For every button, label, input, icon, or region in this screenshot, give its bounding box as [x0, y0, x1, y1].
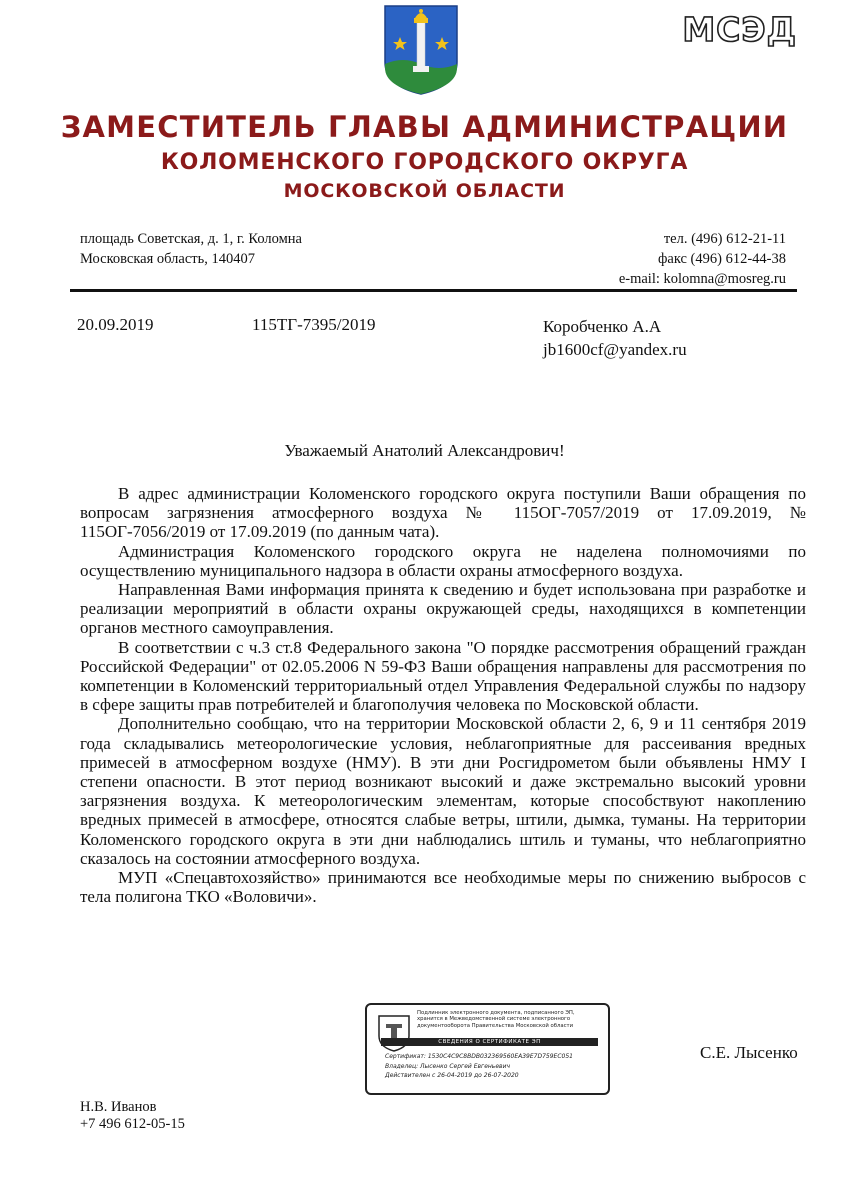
region-emblem-icon [377, 1014, 411, 1052]
email-address: e-mail: kolomna@mosreg.ru [618, 271, 786, 287]
greeting: Уважаемый Анатолий Александрович! [284, 441, 565, 460]
organization-title: ЗАМЕСТИТЕЛЬ ГЛАВЫ АДМИНИСТРАЦИИ [60, 110, 789, 144]
certificate-owner: Владелец: Лысенко Сергей Евгеньевич [385, 1062, 511, 1070]
certificate-heading: СВЕДЕНИЯ О СЕРТИФИКАТЕ ЭП [381, 1038, 598, 1046]
stamp-text-line: Подлинник электронного документа, подписанного ЭП, [417, 1010, 575, 1016]
header-divider [70, 289, 797, 292]
organization-subtitle-district: КОЛОМЕНСКОГО ГОРОДСКОГО ОКРУГА [160, 150, 689, 175]
postal-address [80, 229, 302, 269]
msed-stamp: МСЭД [682, 10, 797, 49]
recipient-name: Коробченко А.А [543, 317, 662, 336]
certificate-details [385, 1052, 607, 1081]
certificate-validity: Действителен с 26-04-2019 до 26-07-2020 [385, 1072, 519, 1079]
stamp-text-line: документооборота Правительства Московской области [417, 1022, 574, 1029]
address-line-street: площадь Советская, д. 1, г. Коломна [80, 231, 302, 247]
fax-number: факс (496) 612-44-38 [657, 251, 786, 267]
executor-name: Н.В. Иванов [80, 1099, 157, 1115]
executor-block [80, 1099, 185, 1133]
executor-phone: +7 496 612-05-15 [80, 1116, 185, 1132]
paragraph: В адрес администрации Коломенского городского округа поступили Ваши обращения по вопросам загрязнения атмосферного воздуха № 115ОГ-7057/2019 от 17.09.2019, № 115ОГ-7056/2019 от 17.09.2019 (по данным чата). [80, 484, 806, 542]
certificate-id: Сертификат: 1530C4C9C8BDB032369560EA39E7D759EC051 [385, 1053, 573, 1060]
paragraph: В соответствии с ч.3 ст.8 Федерального закона "О порядке рассмотрения обращений граждан Российской Федерации" от 02.05.2006 N 59-ФЗ Ваши обращения направлены для рассмотрения по компетенции в Коломенский территориальный отдел Управления Федеральной службы по надзору в сфере защиты прав потребителей и благополучия человека по Московской области. [80, 637, 806, 715]
phone-number: тел. (496) 612-21-11 [663, 231, 786, 247]
recipient-email: jb1600cf@yandex.ru [543, 340, 687, 359]
signer-name: С.Е. Лысенко [700, 1043, 798, 1062]
document-number: 115ТГ-7395/2019 [252, 315, 376, 334]
address-line-region: Московская область, 140407 [80, 251, 255, 267]
paragraph: Администрация Коломенского городского округа не наделена полномочиями по осуществлению муниципального надзора в области охраны атмосферного воздуха. [80, 541, 806, 580]
stamp-description [417, 1010, 607, 1029]
letter-body [80, 484, 806, 906]
contact-block [619, 229, 786, 289]
document-date: 20.09.2019 [77, 315, 154, 334]
electronic-signature-stamp [365, 1003, 610, 1095]
organization-subtitle-region: МОСКОВСКОЙ ОБЛАСТИ [283, 180, 566, 202]
coat-of-arms-icon [383, 4, 459, 96]
stamp-text-line: хранится в Межведомственной системе электронного [417, 1016, 571, 1023]
paragraph: МУП «Спецавтохозяйство» принимаются все необходимые меры по снижению выбросов с тела полигона ТКО «Воловичи». [80, 868, 806, 907]
paragraph: Направленная Вами информация принята к сведению и будет использована при разработке и реализации мероприятий в области охраны окружающей среды, находящихся в компетенции органов местного самоуправления. [80, 580, 806, 638]
paragraph: Дополнительно сообщаю, что на территории Московской области 2, 6, 9 и 11 сентября 2019 года складывались метеорологические условия, неблагоприятные для рассеивания вредных примесей в атмосферном воздухе (НМУ). В эти дни Росгидрометом были объявлены НМУ I степени опасности. В этот период возникают высокий и даже экстремально высокий уровни загрязнения воздуха. К метеорологическим элементам, которые способствуют накоплению вредных примесей в атмосфере, относятся слабые ветры, штили, дымка, туманы. На территории Коломенского городского округа в эти дни наблюдались штиль и туманы, что неблагоприятно сказалось на состоянии атмосферного воздуха. [80, 714, 806, 868]
recipient-block [543, 315, 687, 361]
